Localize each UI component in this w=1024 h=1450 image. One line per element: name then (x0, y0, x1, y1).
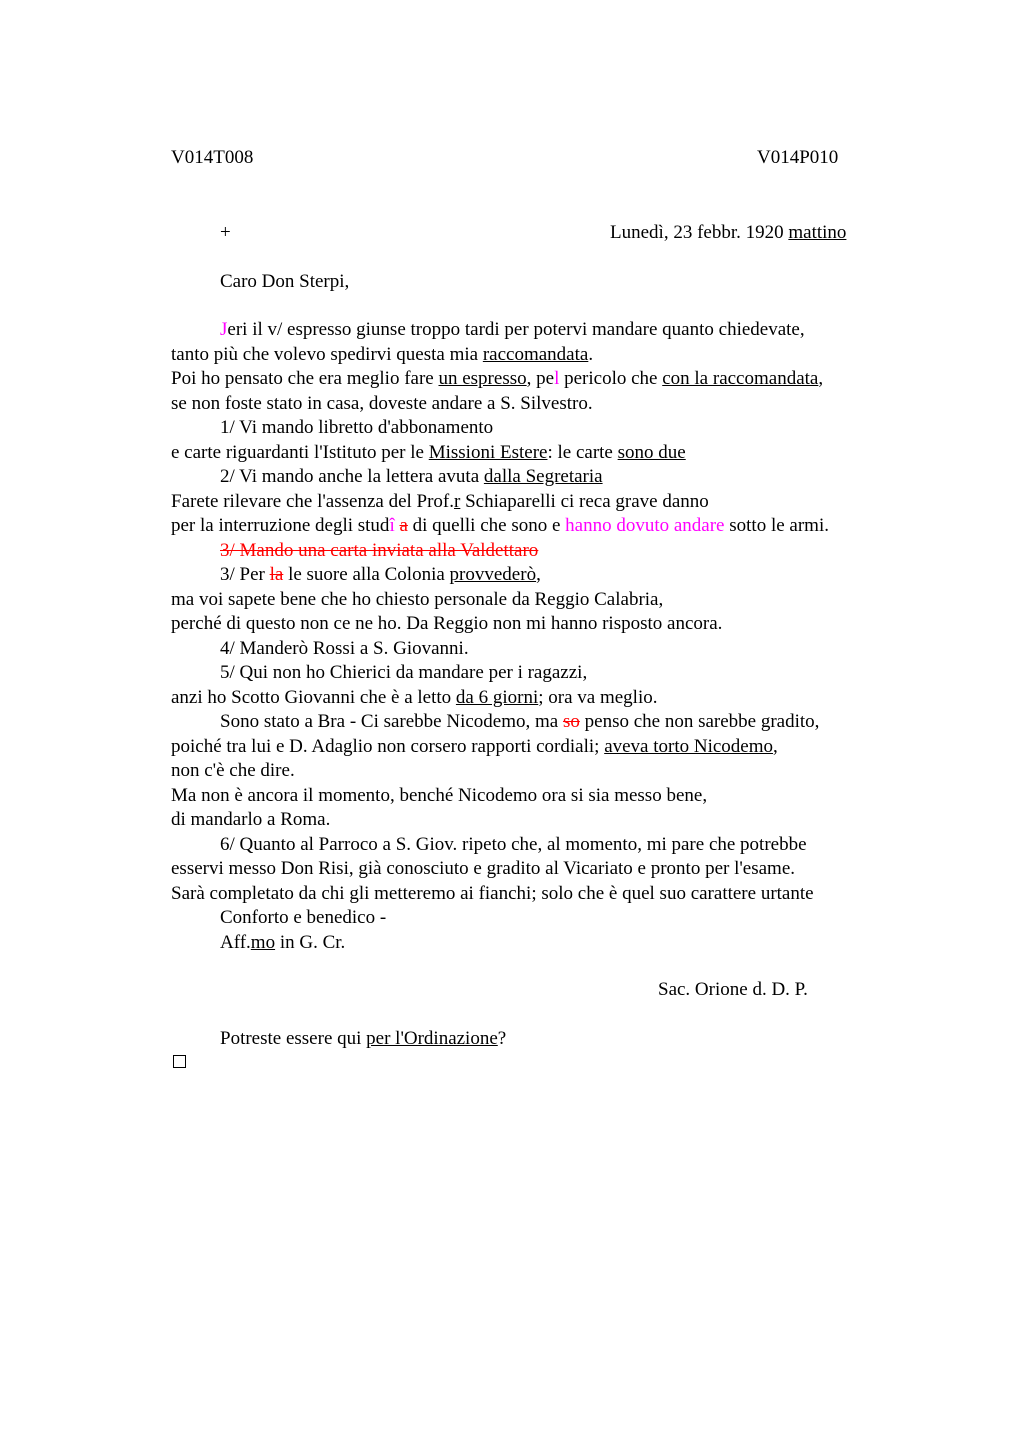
body-line-item-6: 6/ Quanto al Parroco a S. Giov. ripeto che, al momento, mi pare che potrebbe (220, 833, 807, 855)
body-line: ma voi sapete bene che ho chiesto personale da Reggio Calabria, (171, 588, 664, 610)
body-line: non c'è che dire. (171, 760, 295, 781)
salutation: Caro Don Sterpi, (220, 271, 350, 292)
body-line-item-5: 5/ Qui non ho Chierici da mandare per i ragazzi, (220, 662, 588, 683)
body-line: tanto più che volevo spedirvi questa mia raccomandata. (171, 343, 594, 365)
cross-symbol: + (220, 222, 231, 243)
checkbox-square-icon (173, 1055, 186, 1068)
body-line: di mandarlo a Roma. (171, 809, 331, 830)
body-line: Ma non è ancora il momento, benché Nicodemo ora si sia messo bene, (171, 784, 708, 806)
letter-body (171, 318, 931, 955)
body-line: anzi ho Scotto Giovanni che è a letto da 6 giorni; ora va meglio. (171, 686, 658, 708)
date-time-of-day: mattino (788, 222, 847, 243)
body-line-deleted-item: 3/ Mando una carta inviata alla Valdettaro (220, 539, 539, 561)
closing-line: Conforto e benedico - (220, 907, 387, 928)
body-line: poiché tra lui e D. Adaglio non corsero rapporti cordiali; aveva torto Nicodemo, (171, 735, 778, 757)
body-line: per la interruzione degli studî a di quelli che sono e hanno dovuto andare sotto le armi. (171, 515, 829, 536)
document-code-left: V014T008 (171, 147, 254, 168)
body-line: esservi messo Don Risi, già conosciuto e gradito al Vicariato e pronto per l'esame. (171, 858, 796, 879)
body-line: Jeri il v/ espresso giunse troppo tardi per potervi mandare quanto chiedevate, (220, 319, 805, 340)
document-code-right: V014P010 (757, 147, 839, 168)
body-line-item-1: 1/ Vi mando libretto d'abbonamento (220, 417, 494, 438)
signature: Sac. Orione d. D. P. (658, 979, 808, 1000)
body-line: Sarà completato da chi gli metteremo ai fianchi; solo che è quel suo carattere urtante (171, 882, 814, 904)
body-line: perché di questo non ce ne ho. Da Reggio non mi hanno risposto ancora. (171, 613, 723, 634)
body-line-item-2: 2/ Vi mando anche la lettera avuta dalla Segretaria (220, 466, 603, 487)
body-line: Poi ho pensato che era meglio fare un espresso, pel pericolo che con la raccomandata, (171, 368, 824, 389)
letter-date (610, 221, 846, 245)
closing-affectionate: Aff.mo in G. Cr. (220, 931, 346, 953)
body-line: Farete rilevare che l'assenza del Prof.r Schiaparelli ci reca grave danno (171, 490, 709, 512)
body-line: e carte riguardanti l'Istituto per le Missioni Estere: le carte sono due (171, 441, 686, 463)
body-line: se non foste stato in casa, doveste andare a S. Silvestro. (171, 392, 593, 414)
body-line-item-3: 3/ Per la le suore alla Colonia provvederò, (220, 564, 541, 585)
postscript: Potreste essere qui per l'Ordinazione? (220, 1028, 507, 1049)
date-text: Lunedì, 23 febbr. 1920 (610, 222, 789, 243)
body-line: Sono stato a Bra - Ci sarebbe Nicodemo, ma so penso che non sarebbe gradito, (220, 711, 820, 732)
body-line-item-4: 4/ Manderò Rossi a S. Giovanni. (220, 637, 469, 659)
